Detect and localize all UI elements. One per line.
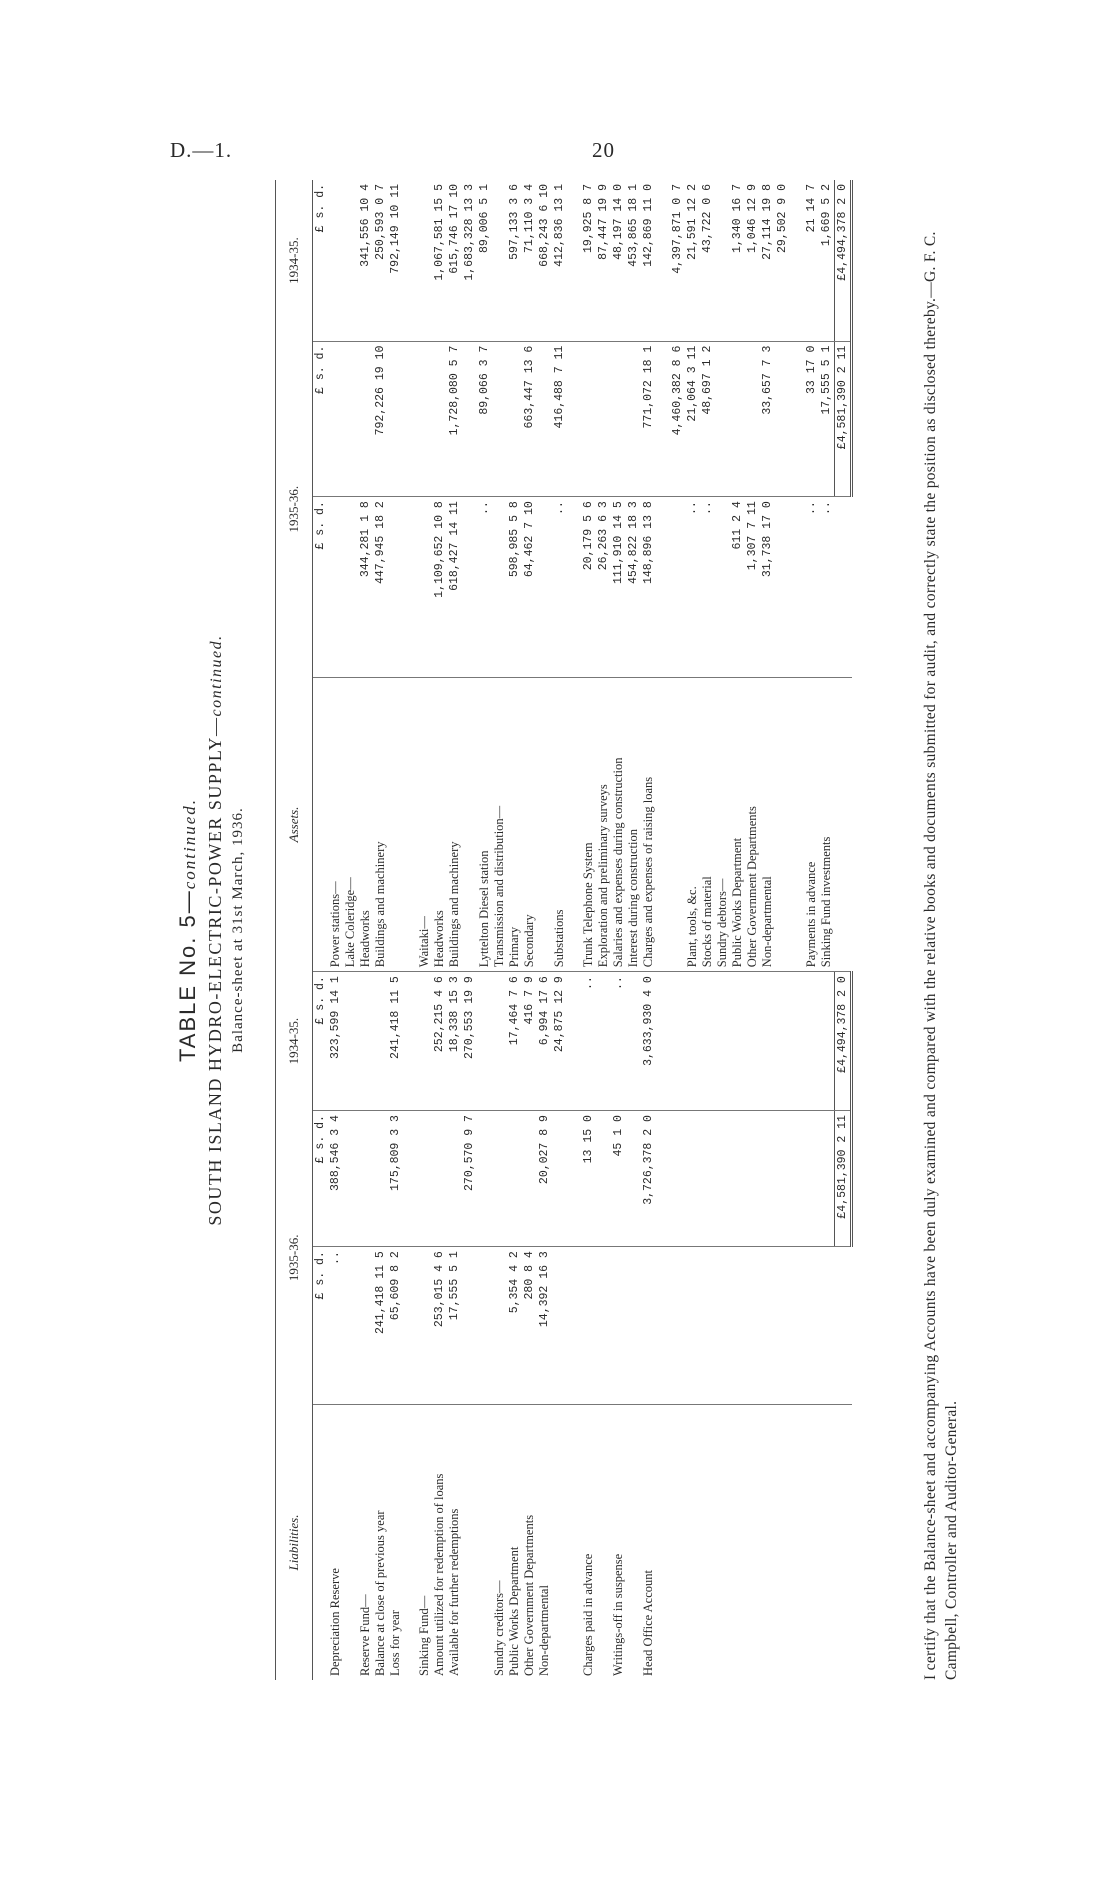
cell-value: 454,822 18 3: [626, 497, 641, 678]
row-label: Amount utilized for redemption of loans: [432, 1473, 446, 1676]
col-assets: Assets.: [276, 677, 313, 971]
row-label: Balance at close of previous year: [373, 1510, 387, 1676]
cell-value: 45 1 0: [611, 1111, 626, 1247]
col-assets-1935: 1934-35.: [276, 180, 313, 341]
row-label: Payments in advance: [804, 677, 819, 971]
row-label: Writings-off in suspense: [611, 1553, 625, 1676]
cell-value: ..: [477, 497, 492, 678]
table-row: [447, 180, 462, 1680]
row-label: Stocks of material: [700, 677, 715, 971]
cell-value: 71,110 3 4: [522, 180, 537, 341]
cell-value: 1,067,581 15 5: [432, 180, 447, 341]
table-number-cont: continued.: [180, 797, 199, 890]
table-row: [522, 180, 537, 1680]
cell-value: 1,683,328 13 3: [462, 180, 477, 341]
col-liab-1935: 1934-35.: [276, 972, 313, 1111]
cell-value: 270,570 9 7: [462, 1111, 477, 1247]
row-label: Non-departmental: [760, 677, 775, 971]
cell-value: 1,669 5 2: [819, 180, 835, 341]
row-label: Sinking Fund investments: [819, 677, 835, 971]
table-row: [804, 180, 819, 1680]
row-label: Non-departmental: [537, 1585, 551, 1676]
table-title-text: SOUTH ISLAND HYDRO-ELECTRIC-POWER SUPPLY—: [205, 716, 225, 1226]
cell-value: 5,354 4 2: [507, 1247, 522, 1405]
row-label: Interest during construction: [626, 677, 641, 971]
cell-value: 17,464 7 6: [507, 972, 522, 1111]
row-label: Lake Coleridge—: [343, 677, 358, 971]
cell-value: 1,307 7 11: [745, 497, 760, 678]
money-head: £ s. d.: [313, 180, 329, 341]
table-row: [477, 180, 492, 1680]
table-row: [596, 180, 611, 1680]
cell-value: 20,179 5 6: [581, 497, 596, 678]
cell-value: 1,046 12 9: [745, 180, 760, 341]
cell-value: 412,836 13 1: [552, 180, 567, 341]
col-liab-1936: 1935-36.: [276, 1111, 313, 1405]
row-label: Power stations—: [328, 677, 343, 971]
header-row: [276, 180, 313, 1680]
cell-value: 17,555 5 1: [447, 1247, 462, 1405]
cell-value: 1,109,652 10 8: [432, 497, 447, 678]
cell-value: 344,281 1 8: [358, 497, 373, 678]
row-label: Charges paid in advance: [581, 1553, 595, 1676]
row-label: Public Works Department: [507, 1546, 521, 1676]
money-head: £ s. d.: [313, 341, 329, 497]
table-row: [388, 180, 403, 1680]
row-label: Head Office Account: [641, 1570, 655, 1676]
cell-value: 19,925 8 7: [581, 180, 596, 341]
cell-value: 14,392 16 3: [537, 1247, 552, 1405]
cell-value: 24,875 12 9: [552, 972, 567, 1111]
cell-value: 142,869 11 0: [641, 180, 656, 341]
cell-value: 792,149 10 11: [388, 180, 403, 341]
cell-value: 771,072 18 1: [641, 341, 656, 497]
rotated-balance-sheet: [175, 180, 1035, 1680]
row-label: Sundry debtors—: [715, 677, 730, 971]
row-label: Primary: [507, 677, 522, 971]
cell-value: 618,427 14 11: [447, 497, 462, 678]
cell-value: 89,066 3 7: [477, 341, 492, 497]
cell-value: 598,985 5 8: [507, 497, 522, 678]
table-row: [507, 180, 522, 1680]
cell-value: ..: [328, 1247, 343, 1405]
cell-value: 87,447 19 9: [596, 180, 611, 341]
table-number: [175, 180, 201, 1680]
cell-value: 111,910 14 5: [611, 497, 626, 678]
table-row: [626, 180, 641, 1680]
cell-value: 3,726,378 2 0: [641, 1111, 656, 1247]
cell-value: 453,865 18 1: [626, 180, 641, 341]
title-block: [175, 180, 247, 1680]
col-assets-1936: 1935-36.: [276, 341, 313, 677]
row-label: Sinking Fund—: [417, 1595, 431, 1676]
row-label: Reserve Fund—: [358, 1594, 372, 1676]
cell-value: ..: [611, 972, 626, 1111]
cell-value: 13 15 0: [581, 1111, 596, 1247]
cell-value: 21 14 7: [804, 180, 819, 341]
table-row: [328, 180, 343, 1680]
cell-value: 64,462 7 10: [522, 497, 537, 678]
row-label: Headworks: [432, 677, 447, 971]
row-label: Available for further redemptions: [447, 1508, 461, 1676]
row-label: Charges and expenses of raising loans: [641, 677, 656, 971]
table-row: [760, 180, 775, 1680]
cell-value: 615,746 17 10: [447, 180, 462, 341]
table-row: [462, 180, 477, 1680]
cell-value: ..: [819, 497, 835, 678]
table-title: [205, 180, 226, 1680]
cell-value: 611 2 4: [730, 497, 745, 678]
cell-value: 253,015 4 6: [432, 1247, 447, 1405]
col-liabilities: Liabilities.: [276, 1405, 313, 1680]
table-row: [313, 180, 329, 1680]
table-row: [358, 180, 373, 1680]
cell-value: 48,197 14 0: [611, 180, 626, 341]
cell-value: 252,215 4 6: [432, 972, 447, 1111]
row-label: Exploration and preliminary surveys: [596, 677, 611, 971]
total-row: [835, 180, 852, 1680]
money-head: £ s. d.: [313, 1247, 329, 1405]
cell-value: ..: [804, 497, 819, 678]
cell-value: ..: [685, 497, 700, 678]
money-head: £ s. d.: [313, 972, 329, 1111]
cell-value: 241,418 11 5: [373, 1247, 388, 1405]
row-label: Public Works Department: [730, 677, 745, 971]
row-label: Plant, tools, &c.: [685, 677, 700, 971]
cell-value: 241,418 11 5: [388, 972, 403, 1111]
cell-value: 3,633,930 4 0: [641, 972, 656, 1111]
cell-value: 250,593 0 7: [373, 180, 388, 341]
cell-value: 175,809 3 3: [388, 1111, 403, 1247]
assets-total-1935: £4,494,378 2 0: [835, 180, 852, 341]
row-label: Salaries and expenses during construction: [611, 677, 626, 971]
audit-certificate: I certify that the Balance-sheet and accompanying Accounts have been duly examined and compared with the relative books and documents submitted for audit, and correctly state the position as disclosed thereby.—G. F. C. Campbell, Controller and Auditor-General.: [922, 231, 960, 1680]
table-row: [343, 180, 358, 1680]
cell-value: 18,338 15 3: [447, 972, 462, 1111]
table-row: [552, 180, 567, 1680]
row-label: Substations: [552, 677, 567, 971]
row-label: Other Government Departments: [745, 677, 760, 971]
table-row: [775, 180, 790, 1680]
table-row: [819, 180, 835, 1680]
cell-value: 280 8 4: [522, 1247, 537, 1405]
cell-value: 4,397,871 0 7: [670, 180, 685, 341]
row-label: Other Government Departments: [522, 1514, 536, 1676]
cell-value: 27,114 19 8: [760, 180, 775, 341]
cell-value: 270,553 19 9: [462, 972, 477, 1111]
table-row: [745, 180, 760, 1680]
row-label: Buildings and machinery: [373, 677, 388, 971]
cell-value: 792,226 19 10: [373, 341, 388, 497]
cell-value: 4,460,382 8 6: [670, 341, 685, 497]
row-label: Transmission and distribution—: [492, 677, 507, 971]
cell-value: 31,738 17 0: [760, 497, 775, 678]
cell-value: 21,591 12 2: [685, 180, 700, 341]
liabilities-total-1935: £4,494,378 2 0: [835, 972, 852, 1111]
cell-value: 416,488 7 11: [552, 341, 567, 497]
table-row: [700, 180, 715, 1680]
cell-value: ..: [552, 497, 567, 678]
cell-value: 89,006 5 1: [477, 180, 492, 341]
table-row: [492, 180, 507, 1680]
cell-value: 26,263 6 3: [596, 497, 611, 678]
liabilities-total-1936: £4,581,390 2 11: [835, 1111, 852, 1247]
money-head: £ s. d.: [313, 1111, 329, 1247]
page-header-ref: D.—1.: [170, 138, 233, 162]
table-row: [373, 180, 388, 1680]
table-row: [670, 180, 685, 1680]
row-label: Loss for year: [388, 1610, 402, 1676]
table-row: [730, 180, 745, 1680]
cell-value: 33,657 7 3: [760, 341, 775, 497]
cell-value: 388,546 3 4: [328, 1111, 343, 1247]
table-row: [611, 180, 626, 1680]
row-label: Sundry creditors—: [492, 1580, 506, 1676]
table-number-text: TABLE No. 5—: [175, 889, 200, 1063]
table-subtitle: Balance-sheet at 31st March, 1936.: [230, 807, 246, 1053]
cell-value: 21,064 3 11: [685, 341, 700, 497]
cell-value: 1,340 16 7: [730, 180, 745, 341]
assets-total-1936: £4,581,390 2 11: [835, 341, 852, 497]
balance-sheet-table: [275, 180, 853, 1680]
cell-value: 43,722 0 6: [700, 180, 715, 341]
table-row: [581, 180, 596, 1680]
cell-value: 48,697 1 2: [700, 341, 715, 497]
cell-value: 597,133 3 6: [507, 180, 522, 341]
cell-value: 17,555 5 1: [819, 341, 835, 497]
row-label: Trunk Telephone System: [581, 677, 596, 971]
cell-value: 33 17 0: [804, 341, 819, 497]
cell-value: 447,945 18 2: [373, 497, 388, 678]
cell-value: 668,243 6 10: [537, 180, 552, 341]
row-label: Lyttelton Diesel station: [477, 677, 492, 971]
cell-value: 29,502 9 0: [775, 180, 790, 341]
cell-value: ..: [700, 497, 715, 678]
row-label: Headworks: [358, 677, 373, 971]
cell-value: 663,447 13 6: [522, 341, 537, 497]
table-row: [417, 180, 432, 1680]
table-row: [641, 180, 656, 1680]
table-row: [537, 180, 552, 1680]
cell-value: 341,556 10 4: [358, 180, 373, 341]
row-label: Buildings and machinery: [447, 677, 462, 971]
cell-value: 6,994 17 6: [537, 972, 552, 1111]
cell-value: 20,027 8 9: [537, 1111, 552, 1247]
page-number: 20: [592, 138, 615, 162]
row-label: Depreciation Reserve: [328, 1568, 342, 1676]
table-row: [685, 180, 700, 1680]
table-row: [432, 180, 447, 1680]
cell-value: 323,599 14 1: [328, 972, 343, 1111]
cell-value: 148,896 13 8: [641, 497, 656, 678]
row-label: Secondary: [522, 677, 537, 971]
cell-value: ..: [581, 972, 596, 1111]
cell-value: 1,728,080 5 7: [447, 341, 462, 497]
table-row: [715, 180, 730, 1680]
money-head: £ s. d.: [313, 497, 329, 678]
cell-value: 65,609 8 2: [388, 1247, 403, 1405]
cell-value: 416 7 9: [522, 972, 537, 1111]
table-title-cont: continued.: [208, 634, 225, 717]
row-label: Waitaki—: [417, 677, 432, 971]
